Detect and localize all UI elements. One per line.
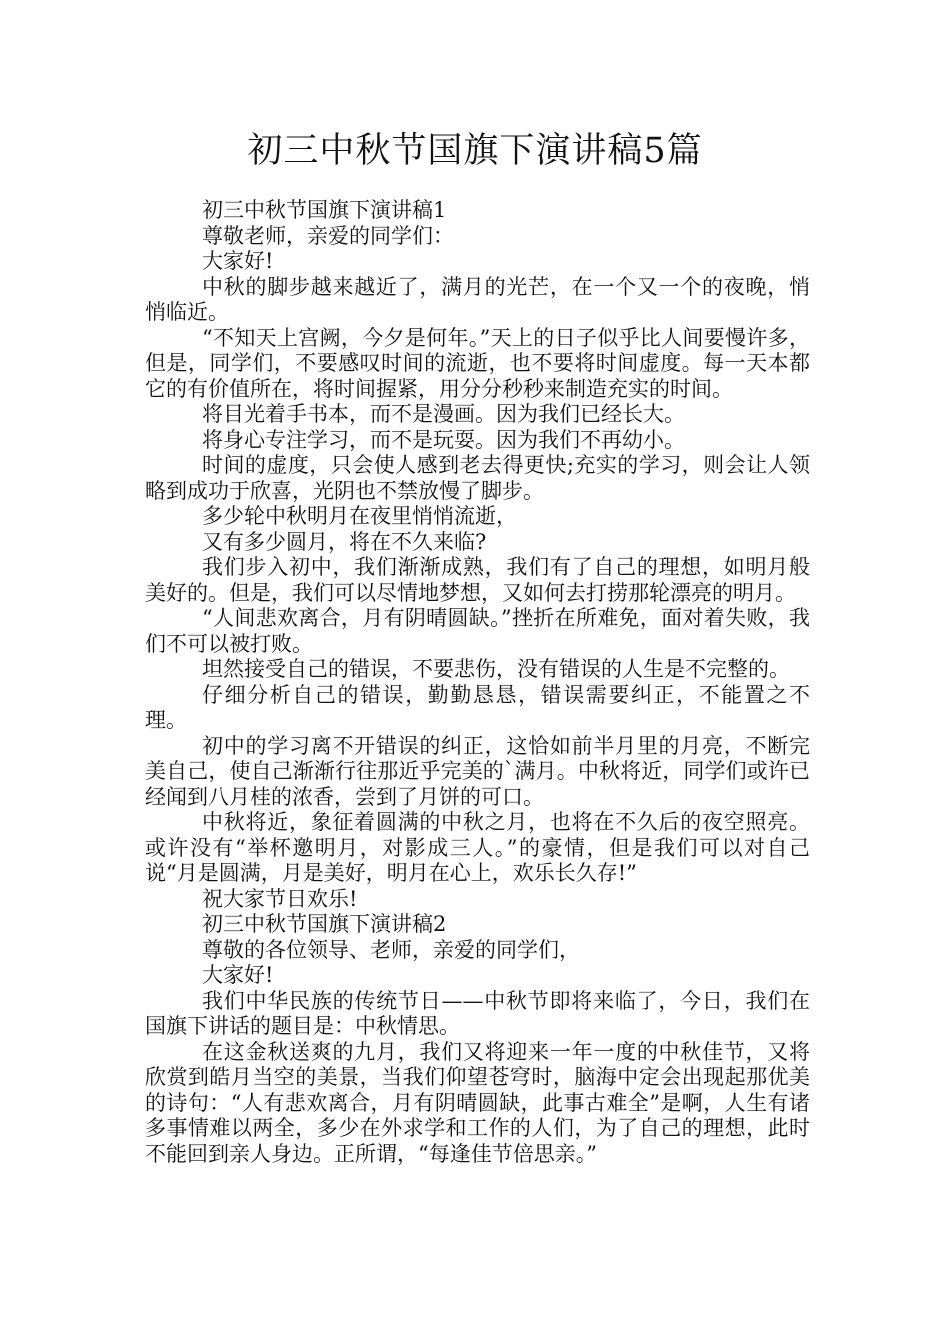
paragraph: 中秋将近，象征着圆满的中秋之月，也将在不久后的夜空照亮。或许没有“举杯邀明月，对影成三人。”的豪情，但是我们可以对自己说“月是圆满，月是美好，明月在心上，欢乐长久存!”	[145, 810, 810, 885]
paragraph: 又有多少圆月，将在不久来临?	[202, 529, 487, 554]
paragraph: 将目光着手书本，而不是漫画。因为我们已经长大。	[202, 402, 685, 426]
paragraph: 将身心专注学习，而不是玩耍。因为我们不再幼小。	[202, 427, 685, 452]
paragraph: 初中的学习离不开错误的纠正，这恰如前半月里的月亮，不断完美自己，使自己渐渐行往那近乎完美的`满月。中秋将近，同学们或许已经闻到八月桂的浓香，尝到了月饼的可口。	[145, 733, 810, 809]
paragraph: 尊敬的各位领导、老师，亲爱的同学们，	[202, 937, 580, 962]
paragraph: “人间悲欢离合，月有阴晴圆缺。”挫折在所难免，面对着失败，我们不可以被打败。	[145, 606, 810, 656]
document-title: 初三中秋节国旗下演讲稿5篇	[247, 131, 703, 171]
paragraph: 初三中秋节国旗下演讲稿2	[202, 912, 447, 936]
paragraph: 祝大家节日欢乐!	[202, 886, 358, 911]
paragraph: 我们步入初中，我们渐渐成熟，我们有了自己的理想，如明月般美好的。但是，我们可以尽情地梦想，又如何去打捞那轮漂亮的明月。	[145, 555, 810, 605]
paragraph: 在这金秋送爽的九月，我们又将迎来一年一度的中秋佳节，又将欣赏到皓月当空的美景，当我们仰望苍穹时，脑海中定会出现起那优美的诗句：“人有悲欢离合，月有阴晴圆缺，此事古难全”是啊，人生有诸多事情难以两全，多少在外求学和工作的人们，为了自己的理想，此时不能回到亲人身边。正所谓，“每逢佳节倍思亲。”	[145, 1039, 810, 1166]
paragraph: 大家好!	[202, 963, 274, 987]
paragraph: 大家好!	[202, 249, 274, 273]
paragraph: 多少轮中秋明月在夜里悄悄流逝，	[202, 504, 517, 528]
paragraph: 初三中秋节国旗下演讲稿1	[202, 198, 447, 222]
document-body	[145, 198, 810, 1167]
paragraph: 我们中华民族的传统节日——中秋节即将来临了，今日，我们在国旗下讲话的题目是：中秋情思。	[145, 988, 810, 1038]
paragraph: 仔细分析自己的错误，勤勤恳恳，错误需要纠正，不能置之不理。	[145, 682, 810, 732]
paragraph: 尊敬老师，亲爱的同学们：	[202, 223, 454, 248]
paragraph: 中秋的脚步越来越近了，满月的光芒，在一个又一个的夜晚，悄悄临近。	[145, 274, 810, 324]
paragraph: “不知天上宫阙，今夕是何年。”天上的日子似乎比人间要慢许多，但是，同学们，不要感叹时间的流逝，也不要将时间虚度。每一天本都它的有价值所在，将时间握紧，用分分秒秒来制造充实的时间。	[145, 325, 810, 401]
paragraph: 时间的虚度，只会使人感到老去得更快;充实的学习，则会让人领略到成功于欣喜，光阴也不禁放慢了脚步。	[145, 453, 810, 503]
paragraph: 坦然接受自己的错误，不要悲伤，没有错误的人生是不完整的。	[202, 657, 790, 681]
